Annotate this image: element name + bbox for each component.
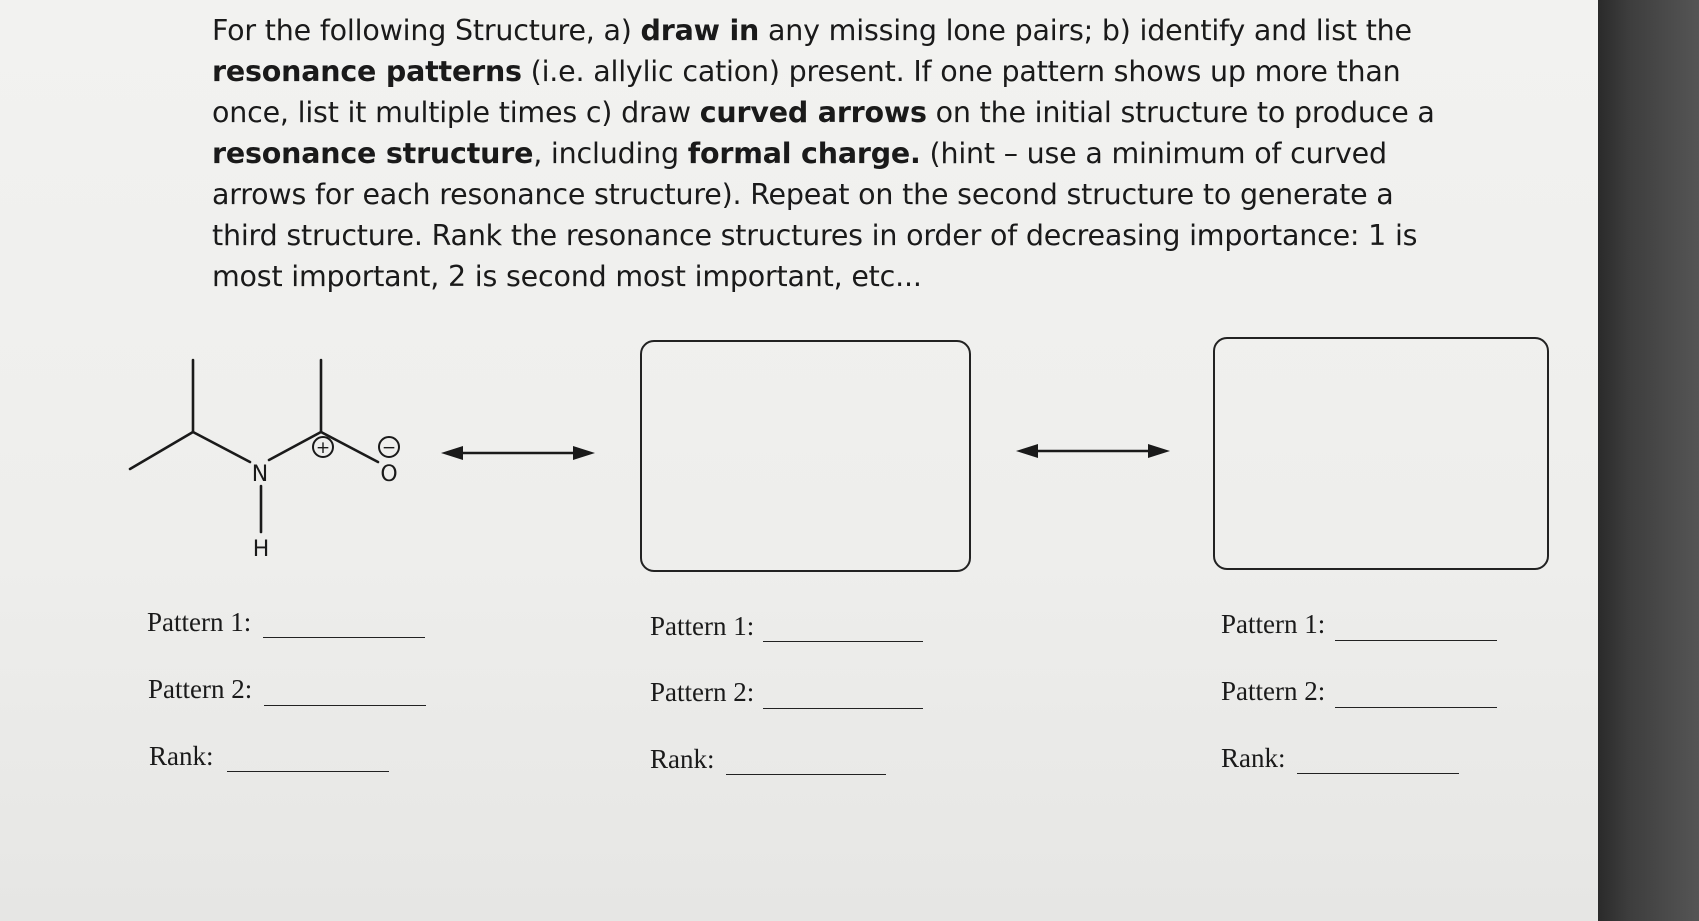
col1-pattern1-answer-line[interactable]	[263, 637, 425, 638]
col1-pattern1-label: Pattern 1:	[147, 607, 252, 637]
instr-text-4: on the initial structure to produce a	[926, 96, 1435, 129]
negative-charge-symbol: −	[381, 438, 397, 458]
col1-rank-label: Rank:	[149, 741, 214, 771]
col2-pattern1-answer-line[interactable]	[763, 641, 923, 642]
col3-rank-label: Rank:	[1221, 743, 1286, 773]
col2-pattern2-label: Pattern 2:	[650, 677, 755, 707]
resonance-arrow-1-icon	[441, 446, 595, 460]
instr-text-6: (hint – use a minimum of curved arrows for each resonance structure). Repeat on the second structure to generate a third structure. Rank the resonance structures in order of decreasing importance: 1 is most important, 2 is second most important, etc...	[212, 137, 1418, 293]
positive-charge-symbol: +	[315, 438, 331, 458]
instr-bold-curved-arrows: curved arrows	[699, 96, 927, 129]
bond-left-methyl-down	[130, 432, 193, 469]
instr-text-1: For the following Structure, a)	[212, 14, 641, 47]
col1-pattern2-label: Pattern 2:	[148, 674, 253, 704]
col3-pattern1-label: Pattern 1:	[1221, 609, 1326, 639]
atom-nitrogen: N	[251, 462, 269, 487]
col3-pattern2-answer-line[interactable]	[1335, 707, 1497, 708]
col3-pattern1-answer-line[interactable]	[1335, 640, 1497, 641]
col2-pattern2-answer-line[interactable]	[763, 708, 923, 709]
atom-hydrogen: H	[252, 537, 270, 562]
bond-ch-to-n	[193, 432, 250, 462]
instr-text-3: (i.e. allylic cation) present. If one pattern shows up more than once, list it multiple times c) draw	[212, 55, 1401, 129]
atom-oxygen: O	[380, 462, 398, 487]
resonance-arrow-2-icon	[1016, 444, 1170, 458]
col3-pattern2-label: Pattern 2:	[1221, 676, 1326, 706]
instr-bold-draw-in: draw in	[640, 14, 760, 47]
instr-text-5: , including	[533, 137, 688, 170]
col3-rank-answer-line[interactable]	[1297, 773, 1459, 774]
col2-rank-answer-line[interactable]	[726, 774, 886, 775]
col2-rank-label: Rank:	[650, 744, 715, 774]
resonance-structure-box-2[interactable]	[640, 340, 971, 572]
col1-rank-answer-line[interactable]	[227, 771, 389, 772]
instr-bold-resonance-patterns: resonance patterns	[212, 55, 522, 88]
instr-bold-formal-charge: formal charge.	[687, 137, 921, 170]
instr-bold-resonance-structure: resonance structure	[212, 137, 534, 170]
col2-pattern1-label: Pattern 1:	[650, 611, 755, 641]
resonance-structure-box-3[interactable]	[1213, 337, 1549, 570]
instr-text-2: any missing lone pairs; b) identify and list the	[759, 14, 1412, 47]
col1-pattern2-answer-line[interactable]	[264, 705, 426, 706]
